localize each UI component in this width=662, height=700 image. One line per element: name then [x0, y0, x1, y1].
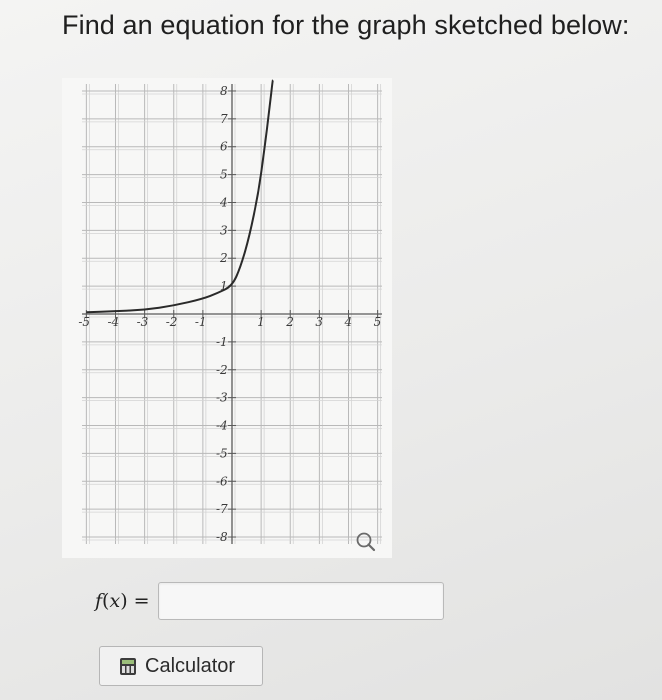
calculator-icon [120, 658, 136, 675]
x-tick-label: -1 [194, 315, 207, 329]
x-tick-label: -2 [165, 315, 178, 329]
y-tick-label: 3 [220, 223, 228, 238]
answer-row [95, 582, 444, 620]
y-tick-label: 7 [220, 111, 228, 126]
y-tick-label: -7 [216, 502, 228, 517]
y-tick-label: 4 [220, 195, 228, 210]
calculator-button[interactable] [99, 646, 263, 686]
y-tick-label: -5 [216, 446, 228, 461]
y-tick-label: 6 [220, 139, 228, 154]
y-tick-label: -2 [216, 362, 228, 377]
calculator-label: Calculator [145, 654, 236, 677]
question-text: Find an equation for the graph sketched below: [62, 10, 630, 40]
x-tick-label: -3 [136, 315, 149, 329]
function-variable: x [109, 590, 121, 612]
function-name: f [95, 590, 103, 612]
y-tick-label: -8 [216, 530, 228, 545]
x-tick-label: 3 [315, 315, 324, 329]
y-tick-label: 2 [220, 251, 228, 266]
x-tick-label: 2 [286, 315, 294, 329]
function-label: f(x) = [95, 590, 150, 612]
equals-sign: = [127, 590, 150, 612]
graph-svg [62, 78, 392, 558]
x-tick-label: 5 [373, 315, 382, 329]
y-tick-label: -6 [216, 474, 228, 489]
answer-input[interactable] [158, 582, 444, 620]
x-tick-label: -5 [78, 315, 91, 329]
y-tick-label: 5 [220, 167, 228, 182]
x-tick-label: -4 [107, 315, 120, 329]
y-tick-label: -3 [216, 390, 228, 405]
y-tick-label: -4 [216, 418, 228, 433]
y-tick-label: 8 [220, 83, 228, 98]
x-tick-label: 1 [257, 315, 265, 329]
y-tick-label: -1 [216, 334, 228, 349]
y-tick-label: 1 [220, 279, 228, 294]
graph [62, 78, 392, 558]
x-tick-label: 4 [344, 315, 353, 329]
